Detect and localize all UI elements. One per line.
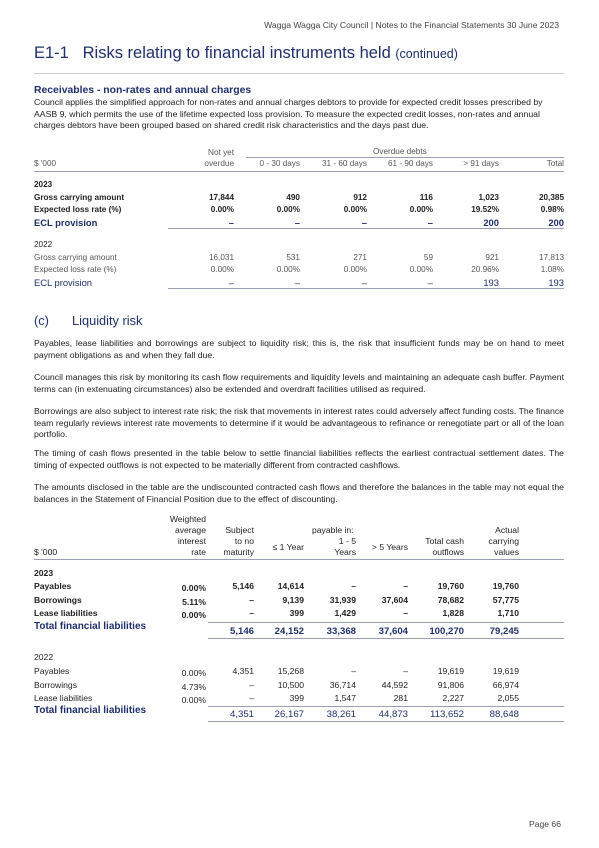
section-number: E1-1 — [34, 44, 69, 62]
cell: 116 — [419, 193, 433, 202]
cell: 0.00% — [409, 205, 433, 214]
cell: 36,714 — [329, 680, 356, 690]
row-label: Lease liabilities — [34, 693, 93, 703]
cell: 1,023 — [478, 193, 499, 202]
header-5-plus: > 5 Years — [371, 542, 408, 552]
cell: 0.00% — [181, 668, 206, 678]
section-letter: (c) — [34, 313, 49, 328]
cell: – — [228, 277, 234, 288]
header-subject: to no — [234, 536, 254, 546]
total-rule — [208, 706, 564, 707]
row-label: Payables — [34, 581, 72, 591]
header-overdue-debts: Overdue debts — [373, 147, 427, 156]
section-title: Risks relating to financial instruments held — [82, 44, 391, 62]
cell: – — [351, 581, 356, 591]
cell: 19,760 — [437, 581, 464, 591]
table-unit: $ '000 — [34, 547, 58, 557]
cell: – — [249, 608, 254, 618]
cell: 2,227 — [442, 693, 464, 703]
cell: – — [249, 595, 254, 605]
cell: 1,710 — [497, 608, 519, 618]
cell: 4.73% — [181, 682, 206, 692]
receivables-intro: Council applies the simplified approach for non-rates and annual charges debtors to provide for expected credit losses prescribed by AASB 9, which permits the use of the lifetime expected loss provision. To measure the expected credit losses, non-rates and annual charges debtors have been grouped based on shared credit risk characteristics and the days past due. — [34, 97, 543, 131]
row-label: Gross carrying amount — [34, 253, 117, 262]
cell: 281 — [393, 693, 408, 703]
liquidity-title: Liquidity risk — [72, 313, 143, 328]
cell: 1,547 — [334, 693, 356, 703]
continued-label: (continued) — [395, 47, 458, 61]
cell: 19.52% — [471, 205, 499, 214]
title-divider — [34, 73, 564, 74]
row-label: Expected loss rate (%) — [34, 265, 117, 274]
cell: 399 — [289, 693, 304, 703]
header-total-cash: Total cash — [425, 536, 464, 546]
cell: 79,245 — [489, 626, 519, 637]
cell: 10,500 — [277, 680, 304, 690]
cell: 91,806 — [437, 680, 464, 690]
cell: 0.00% — [181, 695, 206, 705]
header-weighted: rate — [191, 547, 206, 557]
year-2022: 2022 — [34, 652, 54, 662]
row-label: Expected loss rate (%) — [34, 205, 122, 214]
header-payable-in: payable in: — [312, 525, 354, 535]
header-total: Total — [546, 159, 564, 168]
running-header: Wagga Wagga City Council | Notes to the Financial Statements 30 June 2023 — [264, 20, 559, 30]
header-31-60: 31 - 60 days — [321, 159, 367, 168]
cell: 2,055 — [497, 693, 519, 703]
cell: 912 — [353, 193, 367, 202]
liquidity-table — [34, 514, 564, 724]
total-financial-liabilities-label: Total financial liabilities — [34, 621, 147, 632]
row-label: Borrowings — [34, 595, 82, 605]
ecl-provision-label: ECL provision — [34, 277, 93, 288]
header-91-plus: > 91 days — [463, 159, 499, 168]
cell: 5.11% — [182, 597, 206, 607]
total-rule — [208, 638, 564, 639]
year-2023: 2023 — [34, 568, 54, 578]
total-rule — [208, 721, 564, 722]
cell: 24,152 — [274, 626, 304, 637]
cell: – — [294, 277, 300, 288]
header-subject: maturity — [223, 547, 254, 557]
cell: – — [361, 217, 367, 228]
cell: 19,619 — [492, 666, 519, 676]
cell: 5,146 — [232, 581, 254, 591]
cell: – — [294, 217, 300, 228]
cell: 78,682 — [437, 595, 464, 605]
cell: 1,828 — [442, 608, 464, 618]
header-actual: Actual — [495, 525, 519, 535]
ecl-provision-label: ECL provision — [34, 217, 98, 228]
cell: 44,592 — [381, 680, 408, 690]
header-subject: Subject — [225, 525, 254, 535]
cell: 17,813 — [538, 253, 564, 262]
cell: 200 — [483, 217, 499, 228]
header-1-5-years: 1 - 5 — [338, 536, 356, 546]
cell: 20,385 — [538, 193, 564, 202]
cell: 0.00% — [276, 205, 300, 214]
total-rule — [208, 622, 564, 623]
cell: 271 — [353, 253, 367, 262]
cell: 5,146 — [229, 626, 254, 637]
header-61-90: 61 - 90 days — [387, 159, 433, 168]
cell: 0.98% — [540, 205, 564, 214]
liquidity-heading — [34, 313, 142, 328]
cell: 490 — [286, 193, 300, 202]
cell: 4,351 — [232, 666, 254, 676]
cell: 4,351 — [229, 709, 254, 720]
cell: 14,614 — [277, 581, 304, 591]
cell: 9,139 — [282, 595, 304, 605]
cell: 193 — [548, 277, 564, 288]
page-title — [34, 44, 458, 63]
cell: – — [249, 680, 254, 690]
liquidity-paragraph: Payables, lease liabilities and borrowings are subject to liquidity risk; this is, the risk that insufficient funds may be on hand to meet payment obligations as and when they fall due. — [34, 338, 564, 360]
cell: 1.08% — [540, 265, 564, 274]
cell: 17,844 — [208, 193, 234, 202]
row-label: Borrowings — [34, 680, 77, 690]
row-label: Gross carrying amount — [34, 193, 125, 202]
liquidity-paragraph: The timing of cash flows presented in the table below to settle financial liabilities reflects the earliest contractual settlement dates. The timing of expected outflows is not expected to be materially different from contracted cashflows. — [34, 448, 564, 470]
cell: 200 — [548, 217, 564, 228]
cell: 37,604 — [381, 595, 408, 605]
cell: 44,873 — [378, 709, 408, 720]
cell: 38,261 — [326, 709, 356, 720]
cell: – — [403, 608, 408, 618]
header-total-cash: outflows — [432, 547, 464, 557]
year-2022: 2022 — [34, 240, 53, 249]
header-weighted: average — [174, 525, 206, 535]
cell: 531 — [286, 253, 300, 262]
row-label: Payables — [34, 666, 70, 676]
cell: 0.00% — [181, 610, 206, 620]
cell: 19,619 — [437, 666, 464, 676]
cell: 15,268 — [277, 666, 304, 676]
page-number: Page 66 — [528, 819, 561, 829]
cell: 16,031 — [208, 253, 234, 262]
cell: 0.00% — [276, 265, 300, 274]
provision-rule — [168, 228, 564, 229]
header-0-30: 0 - 30 days — [259, 159, 300, 168]
cell: – — [403, 581, 408, 591]
liquidity-paragraph: Borrowings are also subject to interest rate risk; the risk that movements in interest rates could adversely affect funding costs. The finance team regularly reviews interest rate movements to determine if it would be advantageous to refinance or renegotiate part or all of the loan portfolio. — [34, 406, 564, 440]
header-not-yet: Not yet — [208, 148, 234, 157]
cell: 26,167 — [274, 709, 304, 720]
cell: – — [427, 277, 433, 288]
cell: 37,604 — [378, 626, 408, 637]
cell: – — [249, 693, 254, 703]
header-rule — [34, 171, 564, 172]
cell: – — [427, 217, 433, 228]
cell: 0.00% — [343, 265, 367, 274]
cell: 19,760 — [492, 581, 519, 591]
provision-rule — [168, 288, 564, 289]
liquidity-paragraph: Council manages this risk by monitoring its cash flow requirements and liquidity levels and maintaining an adequate cash buffer. Payment terms can (in extenuating circumstances) also be extended and overdraft facilities utilised as required. — [34, 372, 564, 394]
cell: 59 — [423, 253, 433, 262]
header-actual: values — [494, 547, 519, 557]
total-financial-liabilities-label: Total financial liabilities — [34, 705, 147, 716]
cell: 31,939 — [329, 595, 356, 605]
cell: 0.00% — [343, 205, 367, 214]
header-1-5-years: Years — [334, 547, 356, 557]
header-rule — [34, 559, 564, 560]
cell: 0.00% — [409, 265, 433, 274]
cell: 57,775 — [492, 595, 519, 605]
cell: 0.00% — [181, 583, 206, 593]
ecl-table — [34, 140, 564, 300]
header-actual: carrying — [488, 536, 519, 546]
cell: – — [351, 666, 356, 676]
cell: 20.96% — [471, 265, 499, 274]
cell: 193 — [483, 277, 499, 288]
cell: 921 — [485, 253, 499, 262]
cell: 1,429 — [334, 608, 356, 618]
cell: 0.00% — [210, 265, 234, 274]
cell: 399 — [289, 608, 304, 618]
cell: – — [228, 217, 234, 228]
cell: 88,648 — [489, 709, 519, 720]
cell: – — [403, 666, 408, 676]
cell: 100,270 — [429, 626, 464, 637]
year-2023: 2023 — [34, 180, 53, 189]
cell: 66,974 — [492, 680, 519, 690]
overdue-group-rule — [246, 157, 564, 158]
header-1-year: ≤ 1 Year — [272, 542, 304, 552]
receivables-heading: Receivables - non-rates and annual charges — [34, 85, 252, 96]
cell: 0.00% — [210, 205, 234, 214]
header-weighted: Weighted — [169, 514, 206, 524]
cell: 33,368 — [326, 626, 356, 637]
cell: 113,652 — [430, 709, 464, 720]
cell: – — [361, 277, 367, 288]
header-overdue: overdue — [204, 159, 234, 168]
row-label: Lease liabilities — [34, 608, 98, 618]
table-unit: $ '000 — [34, 159, 57, 168]
liquidity-paragraph: The amounts disclosed in the table are the undiscounted contracted cash flows and therefore the balances in the table may not equal the balances in the Statement of Financial Position due to the effect of discounting. — [34, 482, 564, 504]
header-weighted: interest — [177, 536, 206, 546]
